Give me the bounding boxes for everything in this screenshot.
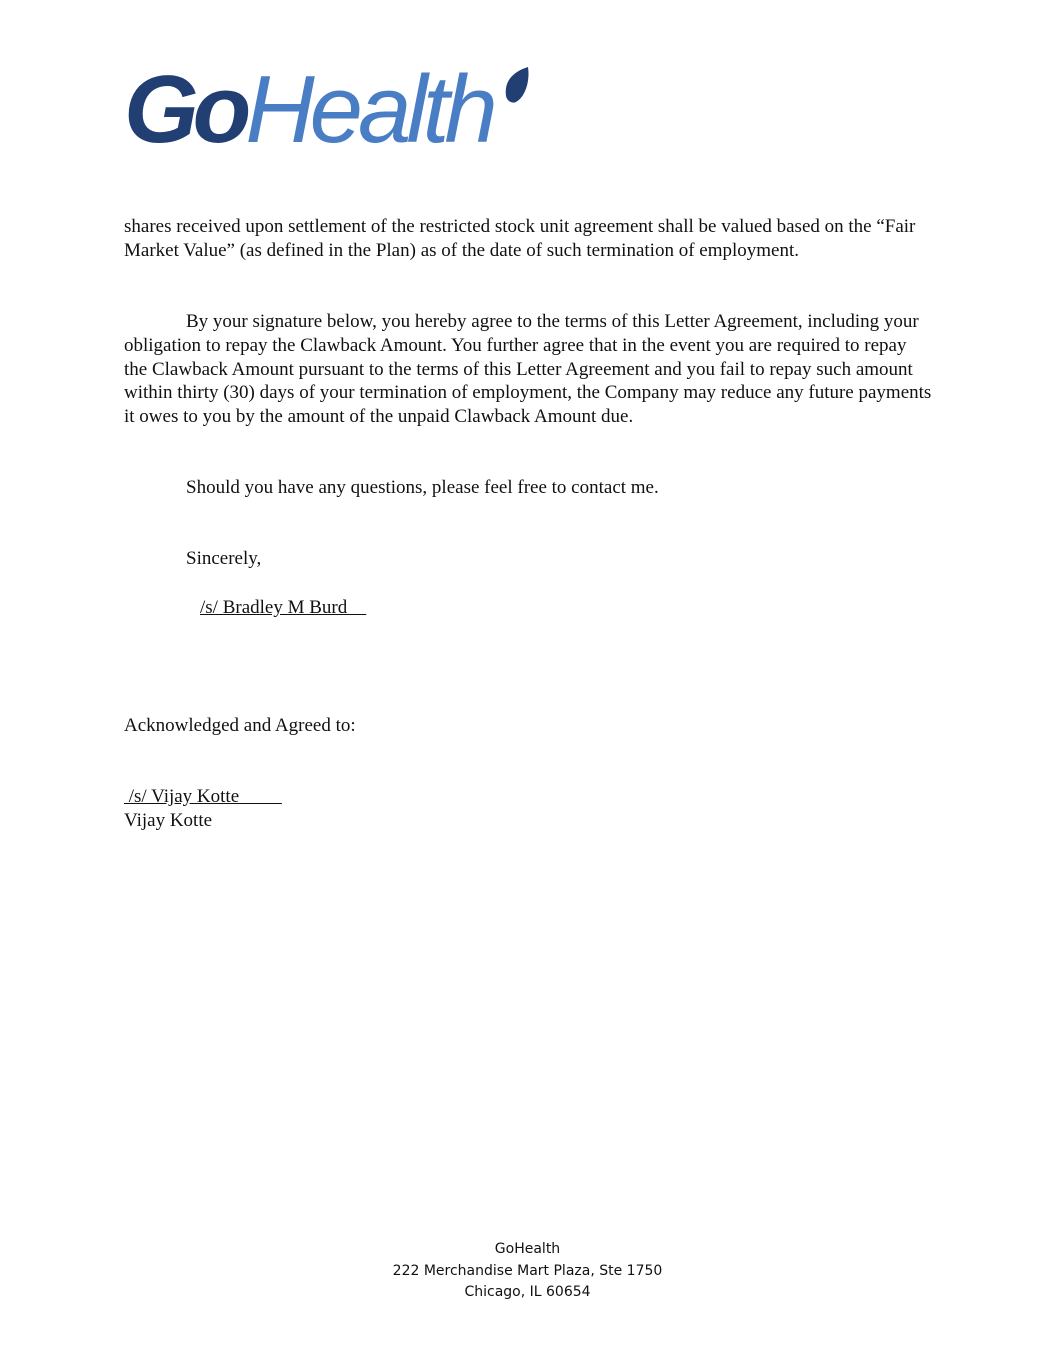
acknowledgement-label: Acknowledged and Agreed to: [124, 715, 356, 736]
footer-address-line-1: 222 Merchandise Mart Plaza, Ste 1750 [392, 1262, 663, 1279]
logo-health-text: Health [245, 56, 493, 163]
paragraph-agreement: By your signature below, you hereby agree to the terms of this Letter Agreement, including your obligation to repay the Clawback Amount. You further agree that in the event you are required to repay the Clawback Amount pursuant to the terms of this Letter Agreement and you fail to repay such amount within thirty (30) days of your termination of employment, the Company may reduce any future payments it owes to you by the amount of the unpaid Clawback Amount due. [124, 311, 932, 428]
footer-address-line-2: Chicago, IL 60654 [464, 1284, 591, 1300]
logo-wordmark [124, 56, 493, 163]
letterhead-footer [0, 1239, 1055, 1304]
closing-salutation: Sincerely, [186, 548, 262, 569]
company-logo [124, 56, 544, 163]
logo-go-text: Go [124, 56, 246, 163]
leaf-icon [502, 66, 530, 106]
recipient-signature: /s/ Vijay Kotte [124, 786, 282, 807]
paragraph-valuation: shares received upon settlement of the restricted stock unit agreement shall be valued based on the “Fair Market Value” (as defined in the Plan) as of the date of such termination of employment. [124, 216, 916, 261]
paragraph-contact: Should you have any questions, please feel free to contact me. [186, 477, 659, 498]
footer-company: GoHealth [494, 1241, 561, 1257]
recipient-name: Vijay Kotte [124, 810, 213, 831]
sender-signature: /s/ Bradley M Burd [200, 597, 367, 618]
